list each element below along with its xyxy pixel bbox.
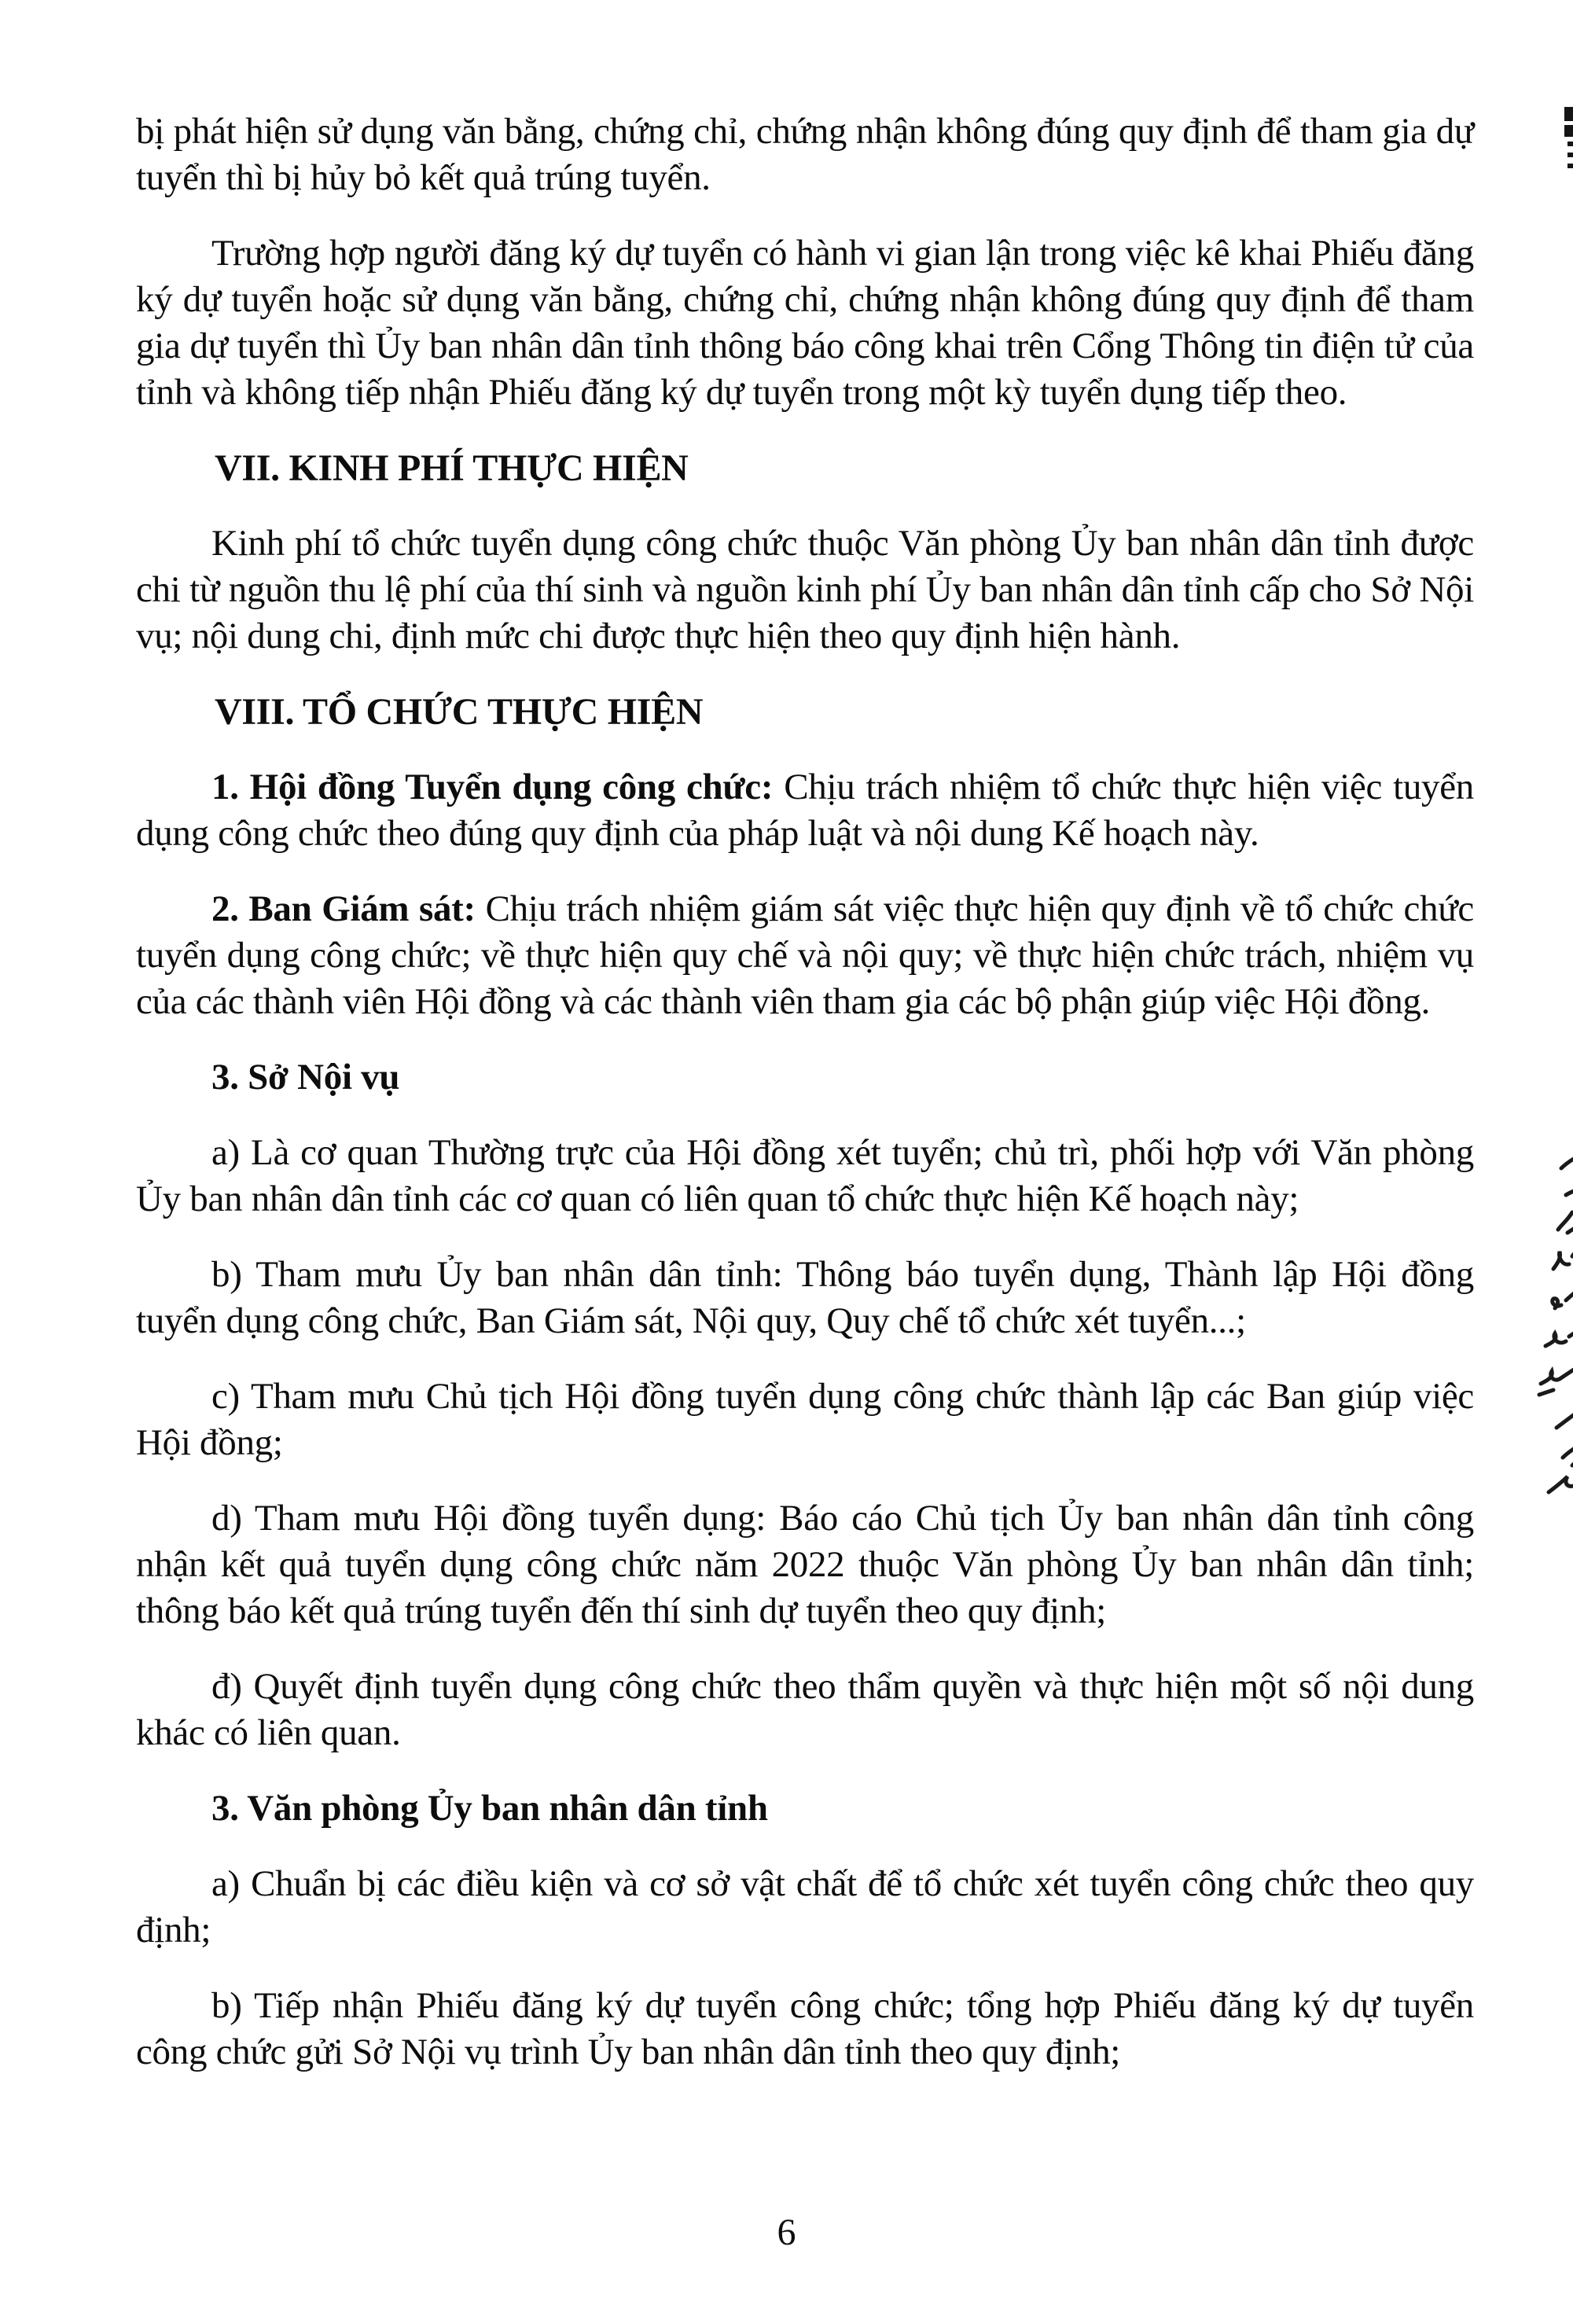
item-b-receive-application-forms: b) Tiếp nhận Phiếu đăng ký dự tuyển công chức; tổng hợp Phiếu đăng ký dự tuyển công chức gửi Sở Nội vụ trình Ủy ban nhân dân tỉnh theo quy định;: [136, 1985, 1474, 2072]
item-2-text: Chịu trách nhiệm giám sát việc thực hiện quy định về tổ chức chức tuyển dụng công chức; về thực hiện quy chế và nội quy; về thực hiện chức trách, nhiệm vụ của các thành viên Hội đồng và các thành viên tham gia các bộ phận giúp việc Hội đồng.: [136, 888, 1474, 1022]
page-number: 6: [777, 2212, 796, 2253]
scan-edge-dashes-icon: [1563, 107, 1573, 178]
heading-section-vii-funding: VII. KINH PHÍ THỰC HIỆN: [215, 447, 689, 489]
item-2-label: 2. Ban Giám sát:: [211, 888, 476, 929]
item-a-prepare-facilities: a) Chuẩn bị các điều kiện và cơ sở vật chất để tổ chức xét tuyển công chức theo quy định;: [136, 1863, 1474, 1951]
paragraph-fraud-consequence: Trường hợp người đăng ký dự tuyển có hành vi gian lận trong việc kê khai Phiếu đăng ký dự tuyển hoặc sử dụng văn bằng, chứng chỉ, chứng nhận không đúng quy định để tham gia dự tuyển thì Ủy ban nhân dân tỉnh thông báo công khai trên Cổng Thông tin điện tử của tỉnh và không tiếp nhận Phiếu đăng ký dự tuyển trong một kỳ tuyển dụng tiếp theo.: [136, 233, 1474, 413]
item-1-label: 1. Hội đồng Tuyển dụng công chức:: [211, 767, 774, 807]
item-2-supervision-board: [136, 886, 1474, 1025]
subheading-3-provincial-committee-office: 3. Văn phòng Ủy ban nhân dân tỉnh: [211, 1788, 768, 1829]
item-1-text: Chịu trách nhiệm tổ chức thực hiện việc tuyển dụng công chức theo đúng quy định của pháp luật và nội dung Kế hoạch này.: [136, 767, 1474, 854]
item-1-recruitment-council: [136, 764, 1474, 857]
item-dd-recruitment-decision: đ) Quyết định tuyển dụng công chức theo thẩm quyền và thực hiện một số nội dung khác có liên quan.: [136, 1666, 1474, 1753]
paragraph-funding-sources: Kinh phí tổ chức tuyển dụng công chức thuộc Văn phòng Ủy ban nhân dân tỉnh được chi từ nguồn thu lệ phí của thí sinh và nguồn kinh phí Ủy ban nhân dân tỉnh cấp cho Sở Nội vụ; nội dung chi, định mức chi được thực hiện theo quy định hiện hành.: [136, 523, 1474, 656]
item-c-advise-council-chairman: c) Tham mưu Chủ tịch Hội đồng tuyển dụng công chức thành lập các Ban giúp việc Hội đồng;: [136, 1376, 1474, 1463]
item-a-standing-agency: a) Là cơ quan Thường trực của Hội đồng xét tuyển; chủ trì, phối hợp với Văn phòng Ủy ban nhân dân tỉnh các cơ quan có liên quan tổ chức thực hiện Kế hoạch này;: [136, 1132, 1474, 1219]
paragraph-continuation: bị phát hiện sử dụng văn bằng, chứng chỉ, chứng nhận không đúng quy định để tham gia dự tuyển thì bị hủy bỏ kết quả trúng tuyển.: [136, 111, 1474, 198]
heading-section-viii-implementation: VIII. TỔ CHỨC THỰC HIỆN: [215, 691, 704, 733]
item-d-advise-recruitment-council: d) Tham mưu Hội đồng tuyển dụng: Báo cáo Chủ tịch Ủy ban nhân dân tỉnh công nhận kết quả tuyển dụng công chức năm 2022 thuộc Văn phòng Ủy ban nhân dân tỉnh; thông báo kết quả trúng tuyển đến thí sinh dự tuyển theo quy định;: [136, 1498, 1474, 1631]
handwritten-margin-marks-icon: [1531, 1154, 1573, 1500]
item-b-advise-provincial-committee: b) Tham mưu Ủy ban nhân dân tỉnh: Thông báo tuyển dụng, Thành lập Hội đồng tuyển dụng công chức, Ban Giám sát, Nội quy, Quy chế tổ chức xét tuyển...;: [136, 1254, 1474, 1341]
document-body: [136, 108, 1474, 2105]
subheading-3-department-home-affairs: 3. Sở Nội vụ: [211, 1057, 400, 1098]
